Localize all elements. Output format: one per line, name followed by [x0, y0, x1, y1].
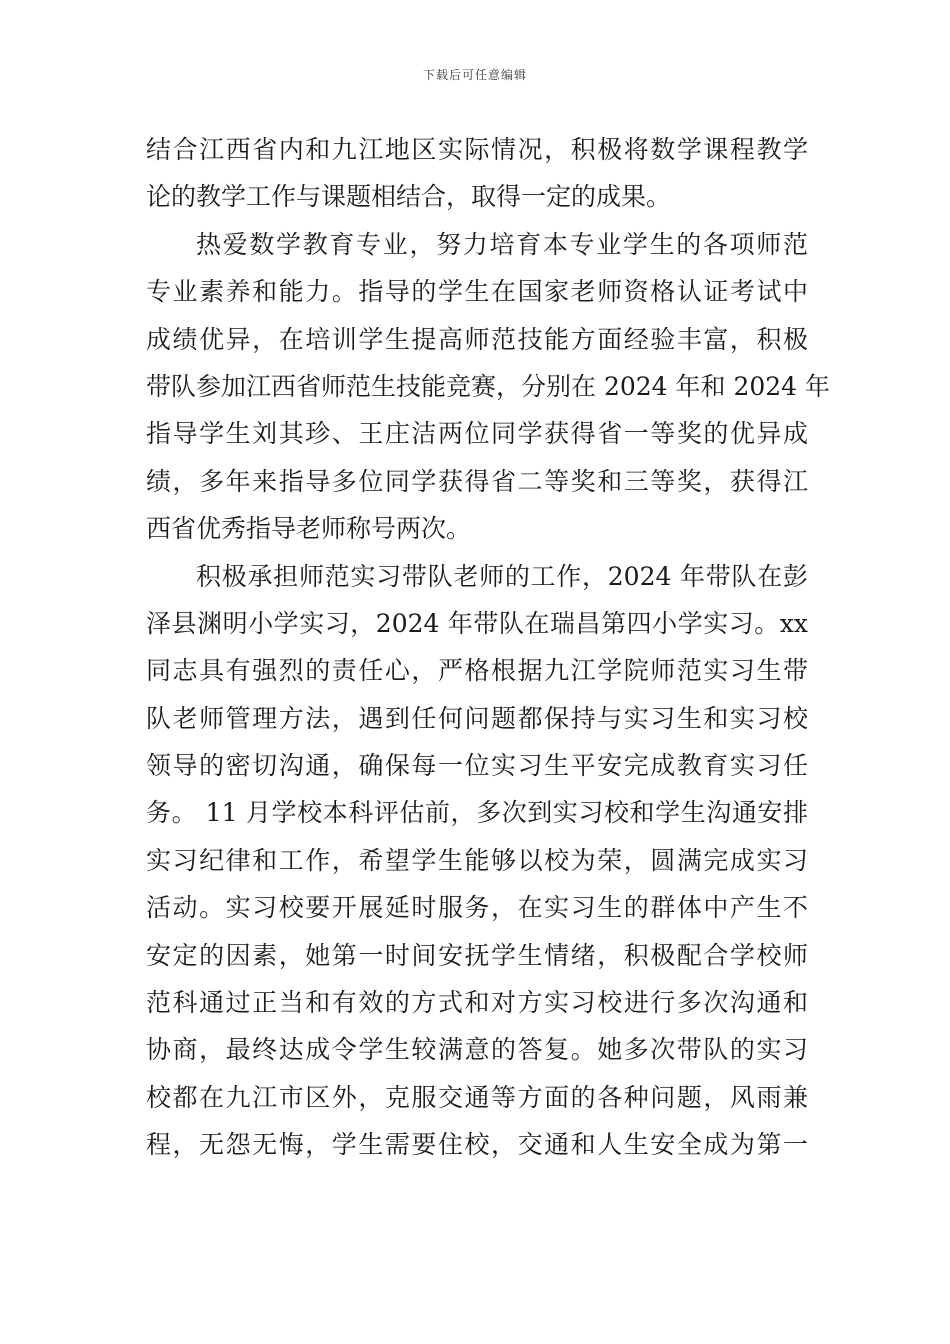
text-line: 队老师管理方法，遇到任何问题都保持与实习生和实习校: [146, 703, 808, 733]
text-line: 范科通过正当和有效的方式和对方实习校进行多次沟通和: [146, 988, 808, 1018]
text-line: 结合江西省内和九江地区实际情况，积极将数学课程教学: [146, 135, 808, 164]
text-line: 泽县渊明小学实习，2024 年带队在瑞昌第四小学实习。xx: [146, 608, 808, 638]
text-line: 协商，最终达成令学生较满意的答复。她多次带队的实习: [146, 1035, 808, 1065]
text-line: 领导的密切沟通，确保每一位实习生平安完成教育实习任: [146, 751, 808, 781]
text-line: 积极承担师范实习带队老师的工作，2024 年带队在彭: [196, 561, 808, 591]
text-line: 程，无怨无悔，学生需要住校，交通和人生安全成为第一: [146, 1130, 808, 1160]
text-line: 论的教学工作与课题相结合，取得一定的成果。: [146, 182, 672, 212]
text-line: 绩，多年来指导多位同学获得省二等奖和三等奖，获得江: [146, 466, 808, 496]
text-line: 专业素养和能力。指导的学生在国家老师资格认证考试中: [146, 277, 808, 307]
text-line: 务。 11 月学校本科评估前，多次到实习校和学生沟通安排: [146, 798, 808, 828]
text-line: 实习纪律和工作，希望学生能够以校为荣，圆满完成实习: [146, 845, 808, 875]
text-line: 西省优秀指导老师称号两次。: [146, 514, 472, 544]
text-line: 同志具有强烈的责任心，严格根据九江学院师范实习生带: [146, 656, 808, 686]
document-body: [146, 126, 831, 1169]
page-header-note: 下载后可任意编辑: [422, 68, 527, 82]
text-line: 带队参加江西省师范生技能竞赛，分别在 2024 年和 2024 年: [146, 371, 831, 401]
text-line: 成绩优异，在培训学生提高师范技能方面经验丰富，积极: [146, 324, 808, 354]
text-line: 活动。实习校要开展延时服务，在实习生的群体中产生不: [146, 893, 808, 923]
text-line: 指导学生刘其珍、王庄洁两位同学获得省一等奖的优异成: [146, 419, 808, 449]
text-line: 安定的因素，她第一时间安抚学生情绪，积极配合学校师: [146, 940, 808, 970]
text-line: 校都在九江市区外，克服交通等方面的各种问题，风雨兼: [146, 1082, 808, 1112]
text-line: 热爱数学教育专业，努力培育本专业学生的各项师范: [196, 229, 808, 259]
